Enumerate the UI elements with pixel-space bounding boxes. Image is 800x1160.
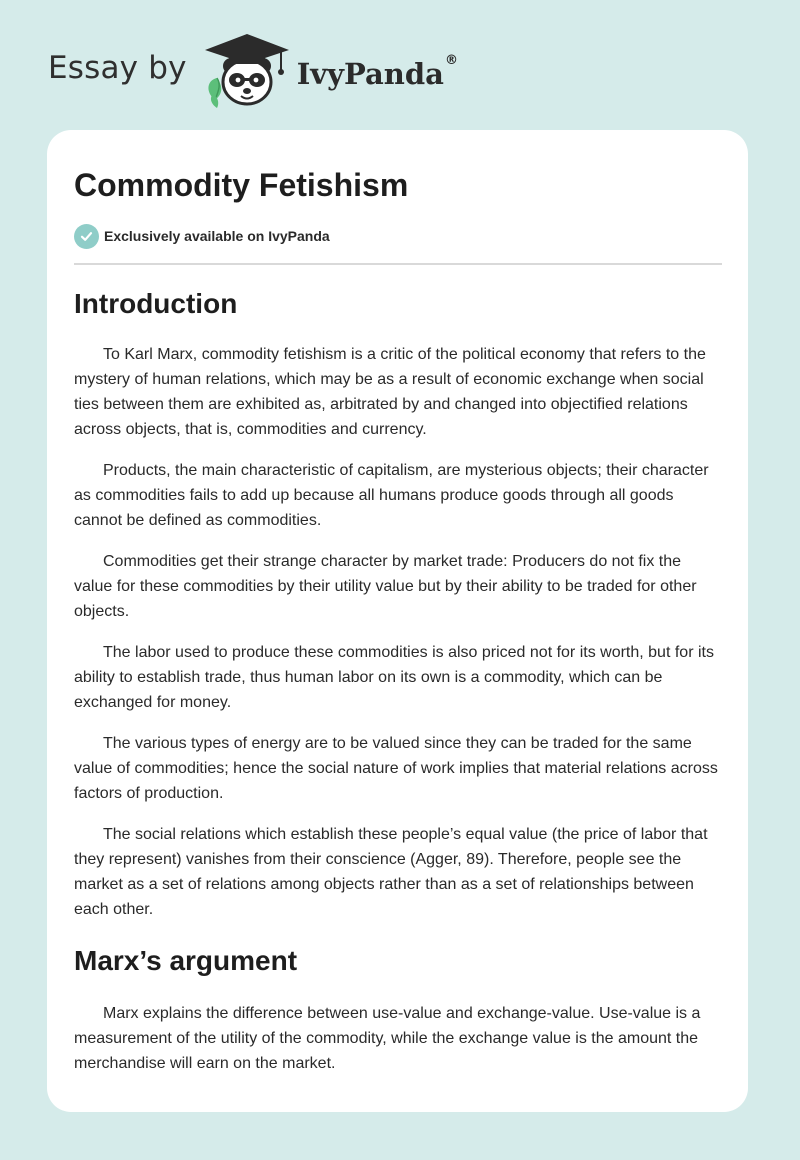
- paragraph: Commodities get their strange character by market trade: Producers do not fix the value for these commodities by their utility value but by their ability to be traded for other objects.: [74, 553, 697, 620]
- paragraph: The various types of energy are to be valued since they can be traded for the same value of commodities; hence the social nature of work implies that material relations across factors of production.: [74, 735, 718, 802]
- essay-card: [47, 130, 748, 1112]
- registered-mark: ®: [444, 52, 458, 68]
- page-title: Commodity Fetishism: [74, 167, 409, 203]
- section-heading-marx-argument: Marx’s argument: [74, 945, 298, 976]
- paragraph: The social relations which establish these people’s equal value (the price of labor that they represent) vanishes from their conscience (Agger, 89). Therefore, people see the market as a set of relations among objects rather than as a set of relationships between each other.: [74, 826, 708, 918]
- check-icon: [74, 224, 99, 249]
- paragraph: Products, the main characteristic of capitalism, are mysterious objects; their character as commodities fails to add up because all humans produce goods through all goods cannot be defined as commodities.: [74, 462, 709, 529]
- brand-name: IvyPanda: [296, 57, 444, 91]
- paragraph: To Karl Marx, commodity fetishism is a critic of the political economy that refers to the mystery of human relations, which may be as a result of economic exchange when social ties between them are exhibited as, arbitrated by and changed into objectified relations across objects, that is, commodities and currency.: [74, 346, 706, 438]
- divider: [74, 263, 722, 265]
- availability-text: Exclusively available on IvyPanda: [104, 228, 330, 244]
- section-heading-introduction: Introduction: [74, 288, 238, 319]
- brand-prefix: Essay by: [48, 50, 187, 86]
- panda-graduate-icon: [201, 30, 293, 110]
- availability-badge: [74, 223, 722, 249]
- paragraph: The labor used to produce these commodities is also priced not for its worth, but for its ability to establish trade, thus human labor on its own is a commodity, which can be exchanged for money.: [74, 644, 714, 711]
- paragraph: Marx explains the difference between use-value and exchange-value. Use-value is a measurement of the utility of the commodity, while the exchange value is the amount the merchandise will earn on the market.: [74, 1005, 701, 1072]
- brand-logo[interactable]: [48, 30, 458, 110]
